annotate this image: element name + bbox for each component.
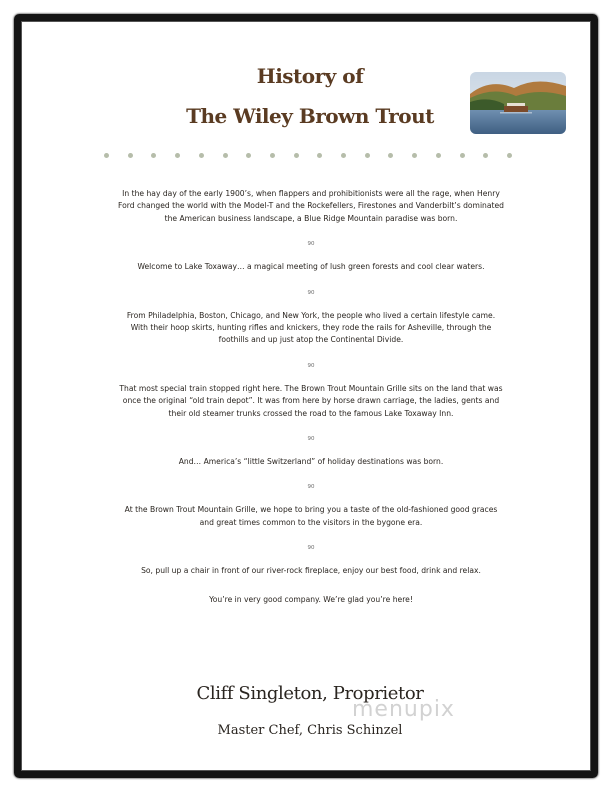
paragraph-travelers: From Philadelphia, Boston, Chicago, and New York, the people who lived a certain lifestyle came. With their hoop skirts, hunting rifles and knickers, they rode the rails for Asheville, through the foothills and up just atop the Continental Divide. [126,310,496,345]
divider-dot [507,153,512,158]
lake-photo [470,72,566,134]
paragraph-1900s: In the hay day of the early 1900’s, when flappers and prohibitionists were all the rage, when Henry Ford changed the world with the Model-T and the Rockefellers, Firestones and Vanderbilt’s dominated the American business landscape, a Blue Ridge Mountain paradise was born. [118,189,504,223]
chef-credit: Master Chef, Chris Schinzel [217,723,403,738]
separator-ornament: 90 [307,436,315,443]
divider-dot [483,153,488,158]
page-title-line1: History of [256,64,364,88]
paragraph-welcome: Welcome to Lake Toxaway… a magical meeting of lush green forests and cool clear waters. [137,262,485,272]
proprietor-signature: Cliff Singleton, Proprietor [196,683,424,704]
divider-dot [246,153,251,158]
paragraph-little-switzerland: And… America’s “little Switzerland” of holiday destinations was born. [178,457,444,467]
separator-ornament: 90 [307,545,315,552]
divider-dot [175,153,180,158]
divider-dot [128,153,133,158]
menupix-watermark: menupix [352,697,455,722]
page-title-line2: The Wiley Brown Trout [186,104,434,128]
divider-dot [341,153,346,158]
divider-dot [460,153,465,158]
divider-dot [412,153,417,158]
decorative-dot-divider [104,153,512,158]
divider-dot [151,153,156,158]
history-text [118,188,504,622]
divider-dot [365,153,370,158]
divider-dot [223,153,228,158]
divider-dot [317,153,322,158]
separator-ornament: 90 [307,484,315,491]
divider-dot [270,153,275,158]
lake-boat-image [470,72,566,134]
paragraph-grille: At the Brown Trout Mountain Grille, we hope to bring you a taste of the old-fashioned good graces and great times common to the visitors in the bygone era. [124,505,498,527]
separator-ornament: 90 [307,362,315,369]
divider-dot [199,153,204,158]
divider-dot [294,153,299,158]
paragraph-fireplace: So, pull up a chair in front of our river-rock fireplace, enjoy our best food, drink and relax. [141,566,481,576]
divider-dot [388,153,393,158]
paragraph-train-depot: That most special train stopped right here. The Brown Trout Mountain Grille sits on the land that was once the original “old train depot”. It was from here by horse drawn carriage, the ladies, gents and their old steamer trunks crossed the road to the famous Lake Toxaway Inn. [119,383,503,418]
divider-dot [104,153,109,158]
paragraph-good-company: You’re in very good company. We’re glad you’re here! [209,594,413,604]
separator-ornament: 90 [307,241,315,248]
separator-ornament: 90 [307,289,315,296]
divider-dot [436,153,441,158]
